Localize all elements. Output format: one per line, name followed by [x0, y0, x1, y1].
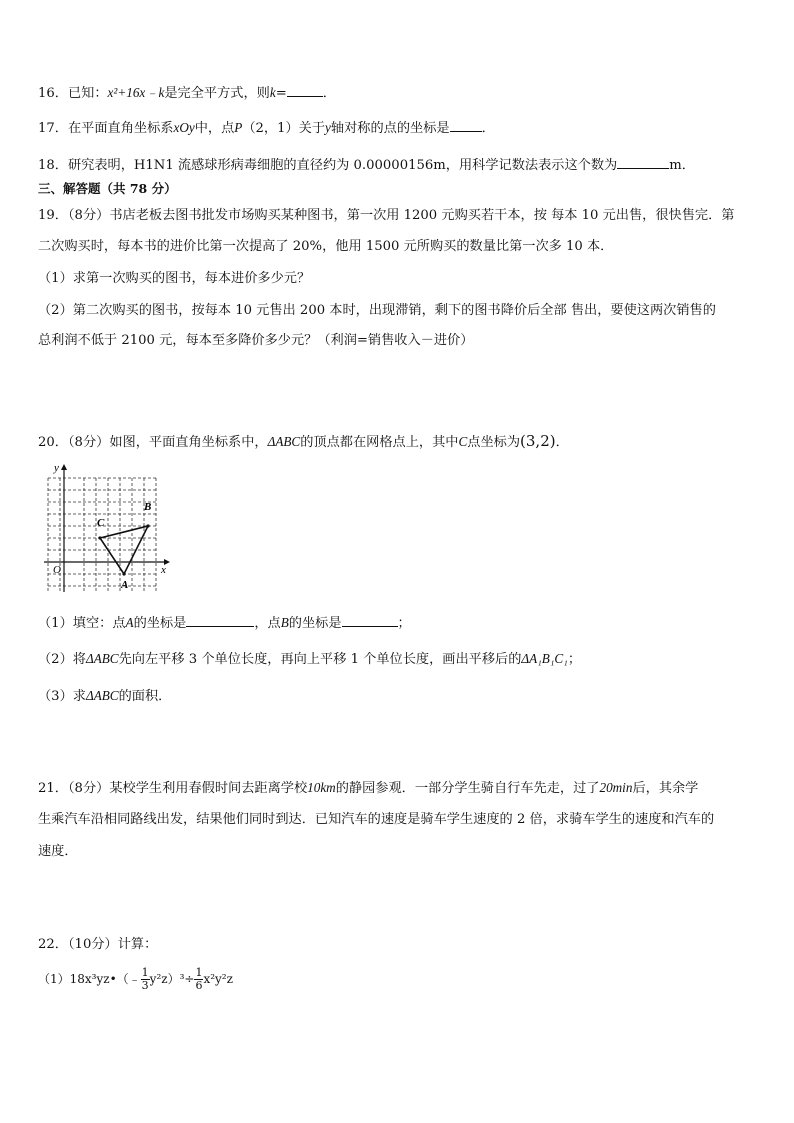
- q20-triangle: ΔABC: [267, 434, 301, 449]
- point-c: [98, 536, 101, 539]
- q22-p1-mid: y²z）³÷: [149, 972, 195, 986]
- q20-end: ．: [555, 435, 569, 450]
- question-18: [38, 156, 695, 175]
- q20-coord: (3,2): [520, 432, 556, 450]
- point-a: [122, 572, 125, 575]
- q21-text3: 后，其余学: [632, 781, 699, 796]
- y-axis-label: y: [54, 462, 59, 474]
- fraction-one-sixth: $\frac{1}{6}$: [195, 966, 203, 992]
- q17-prefix: 17．在平面直角坐标系: [38, 121, 174, 136]
- answer-blank[interactable]: [287, 84, 323, 97]
- q21-distance: 10km: [307, 780, 336, 795]
- q17-xoy: xOy: [173, 120, 195, 135]
- question-20: [38, 432, 569, 452]
- q17-text: 中，点: [194, 121, 235, 136]
- q16-text: 是完全平方式，则: [164, 86, 270, 101]
- q20-prefix: 20．（8分）如图，平面直角坐标系中，: [38, 435, 268, 450]
- q20-text2: 点坐标为: [467, 435, 521, 450]
- q20-part3-text2: 的面积．: [118, 689, 172, 704]
- answer-blank[interactable]: [342, 614, 398, 627]
- x-axis-label: x: [161, 564, 166, 576]
- q20-part1-text4: 的坐标是: [288, 616, 342, 631]
- question-16: [38, 84, 336, 103]
- q16-variable: k: [269, 85, 276, 100]
- q17-end: ．: [481, 121, 495, 136]
- y-axis-arrow-icon: [61, 464, 67, 470]
- q18-text: 18．研究表明，H1N1 流感球形病毒细胞的直径约为 0.00000156m，用科学记数法表示这个数为: [38, 158, 618, 173]
- q17-axis: y: [325, 120, 331, 135]
- q20-part3-triangle: ΔABC: [85, 688, 119, 703]
- q19-part2b: 总利润不低于 2100 元，每本至多降价多少元？（利润=销售收入－进价）: [38, 333, 474, 348]
- q22-p1-end: x²y²z: [203, 972, 233, 986]
- q21-line3: 速度．: [38, 844, 78, 859]
- q20-part1-a: A: [125, 615, 134, 630]
- q16-equals: =: [275, 86, 287, 101]
- q16-end: ．: [322, 86, 336, 101]
- q21-text: 21．（8分）某校学生利用春假时间去距离学校: [38, 781, 308, 796]
- q22-part1: [38, 966, 233, 992]
- q20-point-c: C: [458, 434, 468, 449]
- q20-part1-text2: 的坐标是: [133, 616, 187, 631]
- q21-text2: 的静园参观．一部分学生骑自行车先走，过了: [335, 781, 600, 796]
- question-17: [38, 119, 495, 138]
- section-heading: 三、解答题（共 78 分）: [38, 181, 177, 196]
- q20-part1-end: ；: [397, 616, 411, 631]
- q20-part2-text: （2）将: [38, 652, 86, 667]
- q16-expression: x²+16x﹣k: [107, 85, 165, 100]
- q17-text2: 轴对称的点的坐标是: [330, 121, 450, 136]
- q22-p1-prefix: （1）18x³yz•（﹣: [38, 972, 141, 986]
- q20-text: 的顶点都在网格点上，其中: [300, 435, 459, 450]
- q20-part3-text: （3）求: [38, 689, 86, 704]
- q20-part2-end: ；: [567, 652, 581, 667]
- q21-line2: 生乘汽车沿相同路线出发，结果他们同时到达．已知汽车的速度是骑车学生速度的 2 倍，求骑车学生的速度和汽车的: [38, 812, 715, 827]
- answer-blank[interactable]: [617, 156, 669, 169]
- q17-coords: （2，1）关于: [242, 121, 326, 136]
- q20-part1-text3: ，点: [254, 616, 281, 631]
- answer-blank[interactable]: [450, 119, 482, 132]
- label-a: A: [121, 579, 129, 591]
- fraction-one-third: $\frac{1}{3}$: [141, 966, 149, 992]
- q19-part2a: （2）第二次购买的图书，按每本 10 元售出 200 本时，出现滞销，剩下的图书降价后全部 售出，要使这两次销售的: [38, 303, 716, 318]
- q19-part1: （1）求第一次购买的图书，每本进价多少元？: [38, 271, 311, 286]
- q20-part1-b: B: [280, 615, 289, 630]
- q21-line1: [38, 779, 698, 798]
- q20-part1-text: （1）填空：点: [38, 616, 126, 631]
- q20-part1: [38, 614, 411, 633]
- q18-end: m．: [669, 158, 695, 173]
- q21-time: 20min: [599, 780, 633, 795]
- q20-part2-triangle: ΔABC: [85, 651, 119, 666]
- coordinate-grid-figure: [40, 462, 170, 597]
- q20-part2: [38, 650, 581, 669]
- answer-blank[interactable]: [186, 614, 254, 627]
- q20-part2-text2: 先向左平移 3 个单位长度，再向上平移 1 个单位长度，画出平移后的: [118, 652, 522, 667]
- q19-line2: 二次购买时，每本书的进价比第一次提高了 20%，他用 1500 元所购买的数量比第一次多 10 本．: [38, 239, 614, 254]
- point-b: [146, 524, 149, 527]
- origin-label: O: [53, 564, 61, 576]
- q19-line1: 19．（8分）书店老板去图书批发市场购买某种图书，第一次用 1200 元购买若干本，按 每本 10 元出售，很快售完．第: [38, 208, 735, 223]
- q20-part3: [38, 687, 171, 706]
- label-c: C: [97, 517, 105, 529]
- q16-prefix: 16．已知：: [38, 86, 108, 101]
- q17-point: P: [234, 120, 243, 135]
- q22-title: 22．（10分）计算：: [38, 937, 158, 952]
- q20-part2-triangle2: ΔA₁B₁C₁: [521, 651, 568, 666]
- label-b: B: [144, 501, 152, 513]
